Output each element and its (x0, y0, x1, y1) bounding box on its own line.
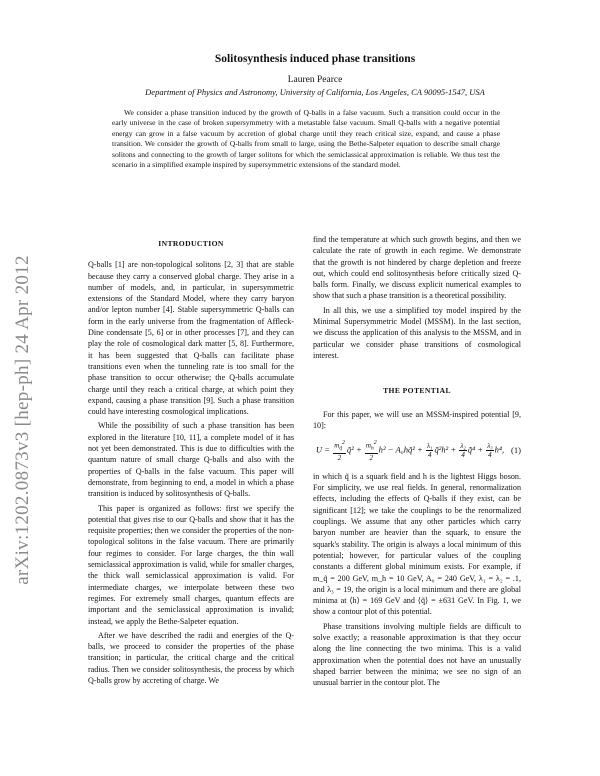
fraction-squark-mass: $\frac{m_{q̃}^2}{2}$ (334, 440, 345, 462)
equation-number: (1) (510, 444, 521, 455)
section-heading-introduction: INTRODUCTION (158, 239, 224, 248)
equation-body: U = $\frac{m_{q̃}^2}{2}$ q̃² + $\frac{m_h^2}{2}$ h² − A₀hq̃² + $\frac{\text{λ₁}}{4}$ q̃²h² + $\frac{\text{λ₂}}{4}$ q̃⁴ + $\frac{\text{λ₃}}{4}$ h⁴, (315, 440, 505, 462)
intro-paragraph-2: While the possibility of such a phase transition has been explored in the literature [10, 11], a complete model of it has not yet been demonstrated. This is due to difficulties with the quantum nature of small charge Q-balls and also with the properties of Q-balls in the false vacuum. This paper will demonstrate, from beginning to end, a model in which a phase transition is induced by solitosynthesis of Q-balls. (88, 421, 294, 499)
intro-paragraph-5: find the temperature at which such growth begins, and then we calculate the rate of growth in each regime. We demonstrate that the growth is not hindered by charge depletion and freeze out, which could end solitosynthesis before critically sized Q-balls form. Finally, we discuss explicit numerical examples to show that such a phase transition is a theoretical possibility. (313, 235, 521, 301)
intro-paragraph-6: In all this, we use a simplified toy model inspired by the Minimal Supersymmetric Model (MSSM). In the last section, we discuss the application of this analysis to the MSSM, and in particular we consider phase transitions of cosmological interest. (313, 305, 521, 360)
fraction-lambda1: $\frac{\text{λ₁}}{4}$ (427, 442, 433, 460)
author-affiliation: Department of Physics and Astronomy, University of California, Los Angeles, CA 90095-1547, USA (145, 87, 485, 97)
left-column (88, 230, 294, 689)
fraction-lambda2: $\frac{\text{λ₂}}{4}$ (460, 442, 466, 460)
arxiv-identifier-stamp (6, 210, 40, 630)
equation-1 (313, 439, 521, 462)
paper-author: Lauren Pearce (287, 75, 343, 85)
abstract: We consider a phase transition induced by the growth of Q-balls in a false vacuum. Such a transition could occur in the early universe in the case of broken supersymmetry with a metastable false vacuum. Small Q-balls with a negative potential energy can grow in a false vacuum by accretion of global charge until they reach critical size, expand, and cause a phase transition. We consider the growth of Q-balls from small to large, using the Bethe-Salpeter equation to describe small charge solitons and connecting to the growth of larger solitons for which the semiclassical approximation is reliable. We thus test the scenario in a simplified example inspired by supersymmetric extensions of the standard model. (112, 108, 500, 170)
intro-paragraph-4: After we have described the radii and energies of the Q-balls, we proceed to consider the properties of the phase transition; in particular, the critical charge and the critical radius. Then we consider solitosynthesis, the process by which Q-balls grow by accreting of charge. We (88, 630, 294, 685)
paper-title: Solitosynthesis induced phase transitions (214, 53, 416, 65)
right-column (313, 234, 521, 692)
fraction-higgs-mass: $\frac{m_h^2}{2}$ (365, 440, 377, 462)
intro-paragraph-3: This paper is organized as follows: first we specify the potential that gives rise to our Q-balls and show that it has the requisite properties; then we consider the properties of the non-topological solitons in the false vacuum. There are primarily four regimes to consider. For large charges, the thin wall semiclassical approximation is valid, while for smaller charges, the thick wall semiclassical approximation is valid. For intermediate charges, we interpolate between these two regimes. For extremely small charges, quantum effects are important and the semiclassical approximation is invalid; instead, we apply the Bethe-Salpeter equation. (88, 503, 294, 626)
potential-paragraph-1: in which q̃ is a squark field and h is the lightest Higgs boson. For simplicity, we use real fields. In general, renormalization effects, including the effects of Q-balls if they exist, can be significant [12]; we take the couplings to be the renormalized couplings. We assume that any other particles which carry baryon number are heavier than the squark, to ensure the squark's stability. The origin is always a local minimum of this potential; however, for particular values of the coupling constants a different global minimum exists. For example, if m_q̃ = 200 GeV, m_h = 10 GeV, A₀ = 240 GeV, λ₁ = λ₂ = .1, and λ₃ = 19, the origin is a local minimum and there are global minima at ⟨h⟩ = 169 GeV and ⟨q̃⟩ = ±631 GeV. In Fig. 1, we show a contour plot of this potential. (313, 471, 521, 617)
potential-intro: For this paper, we will use an MSSM-inspired potential [9, 10]: (313, 409, 521, 430)
fraction-lambda3: $\frac{\text{λ₃}}{4}$ (487, 442, 493, 460)
arxiv-id: arXiv:1202.0873v3 [hep-ph] 24 Apr 2012 (12, 255, 34, 585)
potential-paragraph-2: Phase transitions involving multiple fields are difficult to solve exactly; a reasonable approximation is that they occur along the line connecting the two minima. This is a valid approximation when the potential does not have an unusually shaped barrier between the minima; we see no sign of an unusual barrier in the contour plot. The (313, 621, 521, 688)
section-heading-potential: THE POTENTIAL (383, 386, 451, 396)
paper-header (100, 53, 530, 97)
intro-paragraph-1: Q-balls [1] are non-topological solitons [2, 3] that are stable because they carry a conserved global charge. They arise in a number of models, and, in particular, in supersymmetric extensions of the Standard Model, where they carry baryon and/or lepton number [4]. Stable supersymmetric Q-balls can form in the early universe from the fragmentation of Affleck-Dine condensate [5, 6] or in other processes [7], and they can play the role of cosmological dark matter [5, 8]. Furthermore, it has been suggested that Q-balls can facilitate phase transitions even when the tunneling rate is too small for the phase transition to occur otherwise; the Q-balls accumulate charge until they reach a critical charge, at which point they expand, causing a phase transition [9]. Such a phase transition could have interesting cosmological implications. (88, 260, 294, 417)
